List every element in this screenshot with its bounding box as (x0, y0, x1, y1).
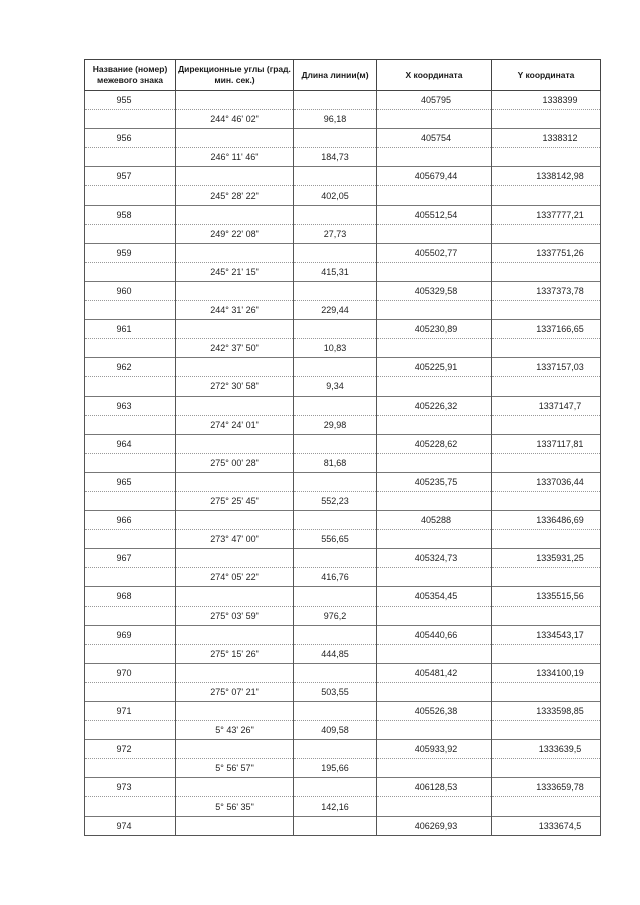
empty-cell (294, 549, 377, 568)
empty-cell (492, 148, 601, 167)
empty-cell (377, 682, 492, 701)
x-coordinate-cell: 405795 (377, 91, 492, 110)
point-name-cell: 967 (85, 549, 176, 568)
y-coordinate-cell: 1333674,5 (492, 816, 601, 835)
point-row (85, 549, 601, 568)
y-coordinate-cell: 1336486,69 (492, 511, 601, 530)
survey-coordinates-table (84, 59, 601, 836)
direction-angle-cell: 5° 43' 26" (176, 721, 294, 740)
segment-row (85, 606, 601, 625)
empty-cell (492, 606, 601, 625)
empty-cell (176, 281, 294, 300)
direction-angle-cell: 242° 37' 50" (176, 339, 294, 358)
header-point-name: Название (номер) межевого знака (85, 60, 176, 91)
point-name-cell: 968 (85, 587, 176, 606)
y-coordinate-cell: 1333598,85 (492, 702, 601, 721)
direction-angle-cell: 5° 56' 35" (176, 797, 294, 816)
line-length-cell: 552,23 (294, 491, 377, 510)
x-coordinate-cell: 405502,77 (377, 243, 492, 262)
header-line-length: Длина линии(м) (294, 60, 377, 91)
y-coordinate-cell: 1337373,78 (492, 281, 601, 300)
empty-cell (85, 797, 176, 816)
segment-row (85, 301, 601, 320)
segment-row (85, 262, 601, 281)
point-name-cell: 970 (85, 663, 176, 682)
empty-cell (176, 702, 294, 721)
segment-row (85, 453, 601, 472)
segment-row (85, 224, 601, 243)
empty-cell (377, 415, 492, 434)
empty-cell (176, 511, 294, 530)
empty-cell (294, 129, 377, 148)
empty-cell (176, 663, 294, 682)
empty-cell (294, 281, 377, 300)
table-header-row (85, 60, 601, 91)
x-coordinate-cell: 405933,92 (377, 740, 492, 759)
line-length-cell: 142,16 (294, 797, 377, 816)
empty-cell (85, 186, 176, 205)
y-coordinate-cell: 1338142,98 (492, 167, 601, 186)
line-length-cell: 444,85 (294, 644, 377, 663)
point-name-cell: 964 (85, 434, 176, 453)
empty-cell (294, 587, 377, 606)
empty-cell (85, 224, 176, 243)
empty-cell (377, 530, 492, 549)
empty-cell (377, 262, 492, 281)
empty-cell (176, 587, 294, 606)
x-coordinate-cell: 406269,93 (377, 816, 492, 835)
empty-cell (377, 721, 492, 740)
point-name-cell: 963 (85, 396, 176, 415)
line-length-cell: 96,18 (294, 110, 377, 129)
empty-cell (176, 91, 294, 110)
direction-angle-cell: 274° 24' 01" (176, 415, 294, 434)
point-row (85, 511, 601, 530)
x-coordinate-cell: 405481,42 (377, 663, 492, 682)
segment-row (85, 339, 601, 358)
direction-angle-cell: 249° 22' 08" (176, 224, 294, 243)
line-length-cell: 409,58 (294, 721, 377, 740)
segment-row (85, 797, 601, 816)
empty-cell (492, 415, 601, 434)
point-row (85, 358, 601, 377)
segment-row (85, 530, 601, 549)
line-length-cell: 195,66 (294, 759, 377, 778)
direction-angle-cell: 5° 56' 57" (176, 759, 294, 778)
x-coordinate-cell: 405354,45 (377, 587, 492, 606)
segment-row (85, 721, 601, 740)
point-name-cell: 971 (85, 702, 176, 721)
header-y-coordinate: Y координата (492, 60, 601, 91)
empty-cell (85, 262, 176, 281)
empty-cell (492, 759, 601, 778)
y-coordinate-cell: 1338399 (492, 91, 601, 110)
x-coordinate-cell: 405440,66 (377, 625, 492, 644)
point-name-cell: 962 (85, 358, 176, 377)
point-row (85, 91, 601, 110)
empty-cell (176, 549, 294, 568)
line-length-cell: 9,34 (294, 377, 377, 396)
point-row (85, 587, 601, 606)
empty-cell (176, 434, 294, 453)
line-length-cell: 416,76 (294, 568, 377, 587)
empty-cell (377, 148, 492, 167)
segment-row (85, 110, 601, 129)
direction-angle-cell: 244° 46' 02" (176, 110, 294, 129)
point-row (85, 320, 601, 339)
empty-cell (492, 377, 601, 396)
empty-cell (176, 472, 294, 491)
empty-cell (85, 453, 176, 472)
direction-angle-cell: 244° 31' 26" (176, 301, 294, 320)
direction-angle-cell: 245° 28' 22" (176, 186, 294, 205)
point-name-cell: 966 (85, 511, 176, 530)
point-row (85, 663, 601, 682)
empty-cell (492, 224, 601, 243)
segment-row (85, 186, 601, 205)
empty-cell (85, 644, 176, 663)
point-row (85, 625, 601, 644)
empty-cell (176, 205, 294, 224)
line-length-cell: 229,44 (294, 301, 377, 320)
empty-cell (294, 816, 377, 835)
empty-cell (377, 339, 492, 358)
point-name-cell: 974 (85, 816, 176, 835)
empty-cell (377, 568, 492, 587)
point-row (85, 243, 601, 262)
direction-angle-cell: 245° 21' 15" (176, 262, 294, 281)
y-coordinate-cell: 1335515,56 (492, 587, 601, 606)
empty-cell (85, 721, 176, 740)
y-coordinate-cell: 1337117,81 (492, 434, 601, 453)
line-length-cell: 415,31 (294, 262, 377, 281)
y-coordinate-cell: 1335931,25 (492, 549, 601, 568)
line-length-cell: 976,2 (294, 606, 377, 625)
x-coordinate-cell: 405230,89 (377, 320, 492, 339)
empty-cell (85, 110, 176, 129)
empty-cell (176, 358, 294, 377)
point-name-cell: 961 (85, 320, 176, 339)
empty-cell (492, 797, 601, 816)
line-length-cell: 29,98 (294, 415, 377, 434)
direction-angle-cell: 275° 03' 59" (176, 606, 294, 625)
point-row (85, 205, 601, 224)
x-coordinate-cell: 405288 (377, 511, 492, 530)
x-coordinate-cell: 405526,38 (377, 702, 492, 721)
table-body (85, 91, 601, 836)
x-coordinate-cell: 405225,91 (377, 358, 492, 377)
point-row (85, 740, 601, 759)
empty-cell (492, 568, 601, 587)
empty-cell (492, 530, 601, 549)
empty-cell (85, 759, 176, 778)
empty-cell (85, 606, 176, 625)
direction-angle-cell: 275° 15' 26" (176, 644, 294, 663)
point-row (85, 702, 601, 721)
empty-cell (492, 682, 601, 701)
point-name-cell: 972 (85, 740, 176, 759)
empty-cell (294, 396, 377, 415)
empty-cell (85, 377, 176, 396)
direction-angle-cell: 272° 30' 58" (176, 377, 294, 396)
line-length-cell: 184,73 (294, 148, 377, 167)
empty-cell (176, 396, 294, 415)
y-coordinate-cell: 1334100,19 (492, 663, 601, 682)
empty-cell (294, 358, 377, 377)
line-length-cell: 402,05 (294, 186, 377, 205)
empty-cell (492, 262, 601, 281)
empty-cell (294, 740, 377, 759)
y-coordinate-cell: 1337166,65 (492, 320, 601, 339)
point-name-cell: 960 (85, 281, 176, 300)
point-name-cell: 955 (85, 91, 176, 110)
direction-angle-cell: 275° 25' 45" (176, 491, 294, 510)
segment-row (85, 148, 601, 167)
point-name-cell: 957 (85, 167, 176, 186)
direction-angle-cell: 273° 47' 00" (176, 530, 294, 549)
point-name-cell: 958 (85, 205, 176, 224)
empty-cell (85, 339, 176, 358)
empty-cell (294, 778, 377, 797)
point-row (85, 472, 601, 491)
empty-cell (176, 740, 294, 759)
segment-row (85, 415, 601, 434)
point-row (85, 281, 601, 300)
point-row (85, 816, 601, 835)
empty-cell (377, 377, 492, 396)
direction-angle-cell: 274° 05' 22" (176, 568, 294, 587)
segment-row (85, 491, 601, 510)
empty-cell (85, 491, 176, 510)
empty-cell (176, 243, 294, 262)
y-coordinate-cell: 1338312 (492, 129, 601, 148)
x-coordinate-cell: 405329,58 (377, 281, 492, 300)
segment-row (85, 682, 601, 701)
empty-cell (377, 224, 492, 243)
point-row (85, 396, 601, 415)
empty-cell (294, 320, 377, 339)
x-coordinate-cell: 405679,44 (377, 167, 492, 186)
point-row (85, 778, 601, 797)
empty-cell (85, 148, 176, 167)
empty-cell (85, 301, 176, 320)
line-length-cell: 81,68 (294, 453, 377, 472)
point-name-cell: 959 (85, 243, 176, 262)
empty-cell (176, 167, 294, 186)
y-coordinate-cell: 1334543,17 (492, 625, 601, 644)
empty-cell (176, 778, 294, 797)
y-coordinate-cell: 1337751,26 (492, 243, 601, 262)
y-coordinate-cell: 1337157,03 (492, 358, 601, 377)
line-length-cell: 10,83 (294, 339, 377, 358)
point-row (85, 129, 601, 148)
x-coordinate-cell: 405228,62 (377, 434, 492, 453)
empty-cell (492, 301, 601, 320)
segment-row (85, 568, 601, 587)
empty-cell (377, 606, 492, 625)
line-length-cell: 503,55 (294, 682, 377, 701)
segment-row (85, 759, 601, 778)
point-name-cell: 965 (85, 472, 176, 491)
empty-cell (294, 243, 377, 262)
y-coordinate-cell: 1333659,78 (492, 778, 601, 797)
empty-cell (294, 91, 377, 110)
empty-cell (492, 644, 601, 663)
x-coordinate-cell: 406128,53 (377, 778, 492, 797)
empty-cell (492, 491, 601, 510)
header-direction-angle: Дирекционные углы (град. мин. сек.) (176, 60, 294, 91)
x-coordinate-cell: 405512,54 (377, 205, 492, 224)
point-name-cell: 969 (85, 625, 176, 644)
empty-cell (294, 625, 377, 644)
empty-cell (492, 453, 601, 472)
empty-cell (377, 797, 492, 816)
y-coordinate-cell: 1337036,44 (492, 472, 601, 491)
point-row (85, 167, 601, 186)
empty-cell (294, 205, 377, 224)
header-x-coordinate: X координата (377, 60, 492, 91)
point-name-cell: 956 (85, 129, 176, 148)
direction-angle-cell: 275° 07' 21" (176, 682, 294, 701)
empty-cell (294, 511, 377, 530)
y-coordinate-cell: 1337777,21 (492, 205, 601, 224)
x-coordinate-cell: 405754 (377, 129, 492, 148)
empty-cell (294, 167, 377, 186)
empty-cell (85, 568, 176, 587)
y-coordinate-cell: 1337147,7 (492, 396, 601, 415)
empty-cell (377, 644, 492, 663)
empty-cell (85, 415, 176, 434)
y-coordinate-cell: 1333639,5 (492, 740, 601, 759)
empty-cell (377, 759, 492, 778)
empty-cell (294, 663, 377, 682)
segment-row (85, 377, 601, 396)
x-coordinate-cell: 405226,32 (377, 396, 492, 415)
empty-cell (492, 339, 601, 358)
empty-cell (377, 491, 492, 510)
empty-cell (176, 129, 294, 148)
point-name-cell: 973 (85, 778, 176, 797)
x-coordinate-cell: 405324,73 (377, 549, 492, 568)
empty-cell (294, 472, 377, 491)
empty-cell (377, 110, 492, 129)
empty-cell (377, 453, 492, 472)
segment-row (85, 644, 601, 663)
empty-cell (377, 301, 492, 320)
empty-cell (492, 110, 601, 129)
direction-angle-cell: 246° 11' 46" (176, 148, 294, 167)
empty-cell (492, 721, 601, 740)
empty-cell (294, 702, 377, 721)
empty-cell (85, 682, 176, 701)
empty-cell (176, 625, 294, 644)
x-coordinate-cell: 405235,75 (377, 472, 492, 491)
direction-angle-cell: 275° 00' 28" (176, 453, 294, 472)
line-length-cell: 27,73 (294, 224, 377, 243)
empty-cell (377, 186, 492, 205)
empty-cell (176, 816, 294, 835)
empty-cell (294, 434, 377, 453)
empty-cell (85, 530, 176, 549)
empty-cell (492, 186, 601, 205)
line-length-cell: 556,65 (294, 530, 377, 549)
empty-cell (176, 320, 294, 339)
point-row (85, 434, 601, 453)
